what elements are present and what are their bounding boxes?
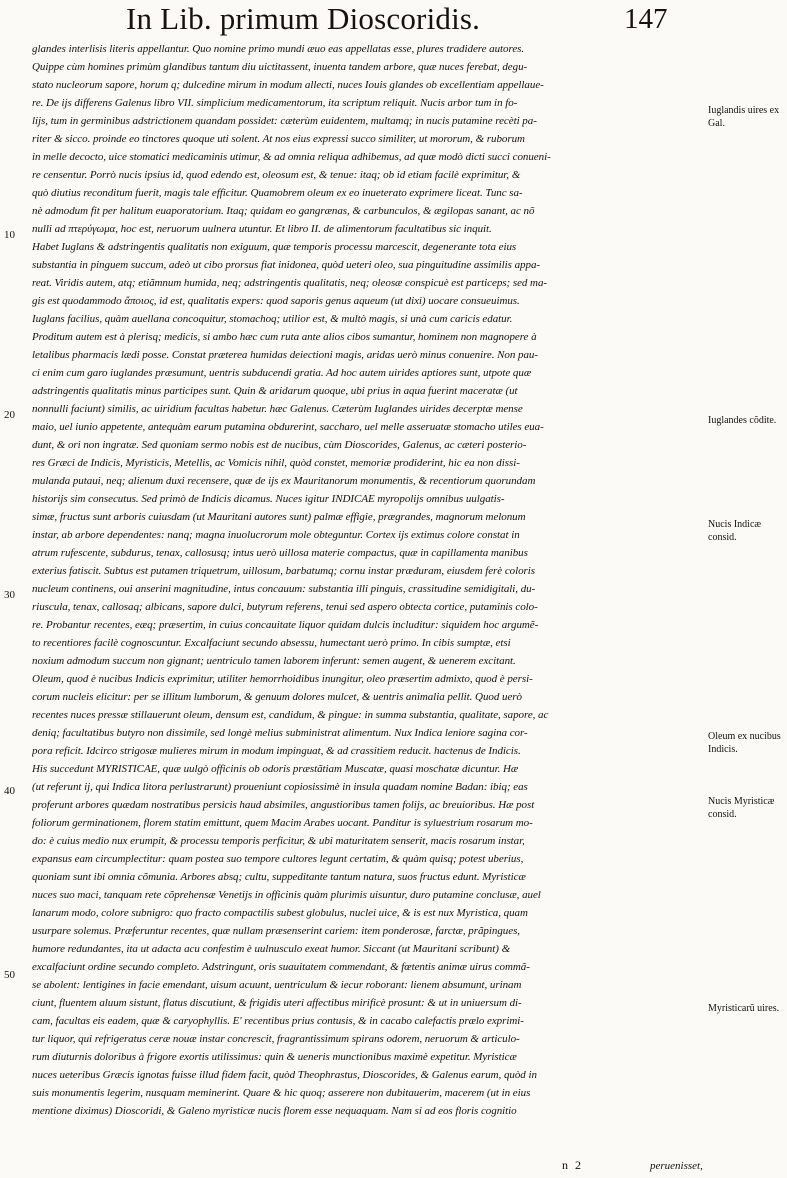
text-line: pora reficit. Idcirco strigosæ mulieres mirum in modum impinguat, & ad crassitiem reducit. hactenus de Indicis. bbox=[32, 745, 521, 757]
text-line: nulli ad πτερύγωμα, hoc est, neruorum uulnera utuntur. Et libro II. de alimentorum facultatibus sic inquit. bbox=[32, 223, 492, 235]
text-line: ciunt, fluentem aluum sistunt, flatus discutiunt, & frigidis uteri affectibus mirificè prosunt: & ut in uniuersum di- bbox=[32, 997, 522, 1009]
text-line: nucleum continens, oui anserini magnitudine, intus concauum: substantia illi pinguis, crassitudine semidigitali, du- bbox=[32, 583, 536, 595]
text-line: expansus eam circumplectitur: quam postea suo tempore cultores legunt certatim, & quàm quisq; potest uberius, bbox=[32, 853, 524, 865]
text-line: exterius fatiscit. Subtus est putamen triquetrum, uillosum, barbatumq; cornu instar præduram, eiusdem ferè coloris bbox=[32, 565, 536, 577]
text-line: Iuglans facilius, quàm auellana concoquitur, stomachoq; utilior est, & multò magis, si unà cum caricis edatur. bbox=[32, 313, 513, 325]
margin-note-nucis-indicae: Nucis Indicæ consid. bbox=[708, 519, 762, 543]
text-line: to recentiores facilè cognoscuntur. Excalfaciunt secundo absessu, humectant uerò primo. In cibis sumptæ, etsi bbox=[32, 637, 511, 649]
text-line: glandes interlisis literis appellantur. Quo nomine primo mundi æuo eas appellatas esse, plures tradidere autores. bbox=[32, 43, 525, 55]
text-line: excalfaciunt ordine secundo completo. Adstringunt, oris suauitatem commendant, & fœtentis animæ uirus commã- bbox=[32, 961, 530, 973]
text-line: tur liquor, qui refrigeratus ceræ nouæ instar concrescit, fragrantissimum spirans odorem, neruorum & articulo- bbox=[32, 1033, 520, 1045]
text-line: simæ, fructus sunt arboris cuiusdam (ut Mauritani autores sunt) palmæ effigie, prægrandes, magnorum melonum bbox=[32, 511, 526, 523]
text-line: mentione diximus) Dioscoridi, & Galeno myristicæ nucis florem esse nequaquam. Nam si ad eos floris cognitio bbox=[32, 1105, 517, 1117]
text-line: lijs, tum in germinibus adstrictionem quandam possidet: cæterùm euidentem, multamq; in nucis putamine recèti pa- bbox=[32, 115, 537, 127]
text-line: dunt, & ori non ingratæ. Sed quoniam sermo nobis est de nucibus, cùm Dioscorides, Galenus, ac cæteri posterio- bbox=[32, 439, 527, 451]
text-line: atrum rufescente, subdurus, tenax, callosusq; intus uerò uillosa materie compactus, quæ in capillamenta manibus bbox=[32, 547, 528, 559]
text-line: do: è cuius medio nux erumpit, & processu temporis perficitur, & ubi maturitatem senserit, macis rosarum instar, bbox=[32, 835, 525, 847]
text-line: Quippe cùm homines primùm glandibus tantum diu uictitassent, inuenta tandem arbore, quæ nuces ferebat, degu- bbox=[32, 61, 528, 73]
text-line: se abolent: lentigines in facie emendant, uisum acuunt, uentriculum & iecur roborant: lienem absumunt, urinam bbox=[32, 979, 522, 991]
text-line: humore redundantes, ita ut adacta acu confestim è uulnusculo exeat humor. Siccant (ut Mauritani scribunt) & bbox=[32, 943, 511, 955]
text-line: cam, facultas eis eadem, quæ & caryophyllis. E' recentibus prius contusis, & in cacabo calefactis prælo exprimi- bbox=[32, 1015, 524, 1027]
text-line: Oleum, quod è nucibus Indicis exprimitur, utiliter hemorrhoidibus inungitur, oleo præsertim admixto, quod è persi- bbox=[32, 673, 533, 685]
text-line: usurpare solemus. Præferuntur recentes, quæ nullam præsenserint cariem: item ponderosæ, farctæ, prãpingues, bbox=[32, 925, 520, 937]
catchword: peruenisset, bbox=[650, 1160, 703, 1172]
margin-note-oleum: Oleum ex nucibus Indicis. bbox=[708, 731, 781, 755]
text-line: noxium admodum succum non gignant; uentriculo tamen laborem inferunt: semen augent, & uenerem excitant. bbox=[32, 655, 516, 667]
text-line: re censentur. Porrò nucis ipsius id, quod edendo est, oleosum est, & tenue: itaq; ob id etiam facilè exprimitur, & bbox=[32, 169, 521, 181]
line-number-30: 30 bbox=[4, 589, 15, 601]
text-line: quoniam sunt ibi omnia cõmunia. Arbores absq; cultu, suppeditante tantum natura, suos fructus edunt. Myristicæ bbox=[32, 871, 526, 883]
text-line: proferunt arbores quædam nostratibus persicis haud absimiles, angustioribus tamen folijs, ac breuioribus. Hæ post bbox=[32, 799, 535, 811]
text-line: reat. Viridis autem, atq; etiãmnum humida, neq; adstringentis qualitatis, neq; oleosæ conspicuè est particeps; sed ma- bbox=[32, 277, 548, 289]
text-line: instar, ab arbore dependentes: nanq; magna inuolucrorum mole obteguntur. Cortex ijs extimus colore constat in bbox=[32, 529, 520, 541]
line-number-50: 50 bbox=[4, 969, 15, 981]
text-line: Proditum autem est à plerisq; medicis, si ambo hæc cum ruta ante alios cibos sumantur, hominem non magnopere à bbox=[32, 331, 537, 343]
text-line: letalibus pharmacis lædi posse. Constat præterea humidas deiectioni magis, aridas uerò minus conuenire. Non pau- bbox=[32, 349, 538, 361]
text-line: nuces suo maci, tanquam rete cõprehensæ Venetijs in officinis quàm plurimis uisuntur, duro putamine conclusæ, auel bbox=[32, 889, 541, 901]
text-line: res Græci de Indicis, Myristicis, Metellis, ac Vomicis nihil, quòd constet, memoriæ prodiderint, hic ea non dissi- bbox=[32, 457, 520, 469]
text-line: stato nucleorum sapore, horum q; dulcedine mirum in modum allecti, nuces Iouis glandes ob excellentiam appellaue- bbox=[32, 79, 544, 91]
margin-note-iuglandis-uires: Iuglandis uires ex Gal. bbox=[708, 105, 780, 129]
running-title: In Lib. primum Dioscoridis. bbox=[126, 1, 481, 36]
text-line: corum nucleis elicitur: per se illitum lumborum, & genuum dolores mulcet, & uentris animalia pellit. Quod uerò bbox=[32, 691, 522, 703]
text-line: nè admodum fit per halitum euaporatorium. Itaq; quidam eo gangrænas, & carbunculos, & ægilopas sanant, ac nõ bbox=[32, 205, 535, 217]
text-line: rum diuturnis doloribus à frigore exortis utilissimus: quin & ueneris munctionibus maximè expetitur. Myristicæ bbox=[32, 1051, 517, 1063]
text-line: in melle decocto, uice stomatici medicaminis utimur, & ad omnia reliqua adhibemus, ad quæ modò dicti succi conueni- bbox=[32, 151, 551, 163]
text-line: (ut referunt ij, qui Indica litora perlustrarunt) proueniunt copiosissimè in insula quadam nomine Badan: ibiq; eas bbox=[32, 781, 528, 793]
text-line: lanarum modo, colore subnigro: quo fracto compactilis subest globulus, nuclei uice, & is est nux Myristica, quam bbox=[32, 907, 528, 919]
margin-note-nucis-myristicae: Nucis Myristicæ consid. bbox=[708, 796, 775, 820]
printer-signature: n 2 bbox=[562, 1158, 583, 1172]
line-number-20: 20 bbox=[4, 409, 15, 421]
text-line: His succedunt MYRISTICAE, quæ uulgò officinis ob odoris præstãtiam Muscatæ, quasi moschatæ dicuntur. Hæ bbox=[32, 763, 519, 775]
text-line: foliorum germinationem, florem statim emittunt, quem Macim Arabes uocant. Panditur is syluestrium rosarum mo- bbox=[32, 817, 533, 829]
line-number-10: 10 bbox=[4, 229, 15, 241]
text-line: re. De ijs differens Galenus libro VII. simplicium medicamentorum, ita scriptum reliquit. Nucis arbor tum in fo- bbox=[32, 97, 518, 109]
text-line: ci enim cum garo iuglandes præsumunt, uentris subducendi gratia. Ad hoc autem uirides aptiores sunt, utpote quæ bbox=[32, 367, 532, 379]
text-line: maio, uel iunio appetente, antequàm earum putamina obdurerint, saccharo, uel melle asseruatæ stomacho utiles eua- bbox=[32, 421, 544, 433]
line-number-40: 40 bbox=[4, 785, 15, 797]
text-line: quò diutius reconditum fuerit, magis tale efficitur. Quamobrem oleum ex eo inueterato exprimere liceat. Tunc sa- bbox=[32, 187, 523, 199]
text-line: nuces ueteribus Græcis ignotas fuisse illud fidem facit, quòd Theophrastus, Dioscorides, & Galenus earum, quòd in bbox=[32, 1069, 537, 1081]
text-line: adstringentis qualitatis minus participes sunt. Quin & aridarum quoque, ubi prius in aqua fuerint maceratæ (ut bbox=[32, 385, 518, 397]
text-line: gis est quodammodo ἄποιος, id est, qualitatis expers: quod saporis genus aqueum (ut dixi) uocare consueuimus. bbox=[32, 295, 520, 307]
text-line: nonnulli faciunt) similis, ac uiridium facultas habetur. hæc Galenus. Cæterùm Iuglandes uirides decerptæ mense bbox=[32, 403, 523, 415]
text-line: recentes nuces pressæ stillauerunt oleum, densum est, candidum, & pingue: in summa substantia, qualitate, sapore, ac bbox=[32, 709, 549, 721]
page-header bbox=[34, 2, 704, 36]
margin-note-myristicarum-uires: Myristicarũ uires. bbox=[708, 1003, 780, 1014]
text-line: mulanda putaui, neq; alienum duxi recensere, quæ de ijs ex Mauritanorum monumentis, & recentiorum quorundam bbox=[32, 475, 536, 487]
page-number: 147 bbox=[624, 3, 668, 35]
text-line: riter & sicco. proinde eo tinctores quoque uti solent. At nos eius expressi succo similiter, ut mororum, & ruborum bbox=[32, 133, 525, 145]
text-line: suis monumentis legerim, nusquam meminerint. Quare & hic quoq; asserere non dubitauerim, macerem (ut in eius bbox=[32, 1087, 531, 1099]
text-line: riuscula, tenax, callosaq; albicans, sapore dulci, butyrum referens, tenui sed aspero obtecta cortice, putaminis colo- bbox=[32, 601, 538, 613]
margin-note-iuglandes-condite: Iuglandes cõdite. bbox=[708, 415, 777, 426]
text-line: historijs sim consecutus. Sed primò de Indicis dicamus. Nuces igitur INDICAE myropolijs omnibus uulgatis- bbox=[32, 493, 505, 505]
text-line: Habet Iuglans & adstringentis qualitatis non exiguum, quæ temporis processu marcescit, degenerante tota eius bbox=[32, 241, 517, 253]
text-line: substantia in pinguem succum, adeò ut cibo prorsus fiat inidonea, quòd ueteri oleo, sua pinguitudine assimilis appa- bbox=[32, 259, 541, 271]
body-text bbox=[32, 38, 708, 1174]
text-line: deniq; facultatibus butyro non dissimile, sed longè melius subministrat alimentum. Nux Indica leniore sagina cor- bbox=[32, 727, 528, 739]
text-line: re. Probantur recentes, eæq; præsertim, in cuius concauitate liquor quidam dulcis includitur: siquidem hoc argumẽ- bbox=[32, 619, 539, 631]
